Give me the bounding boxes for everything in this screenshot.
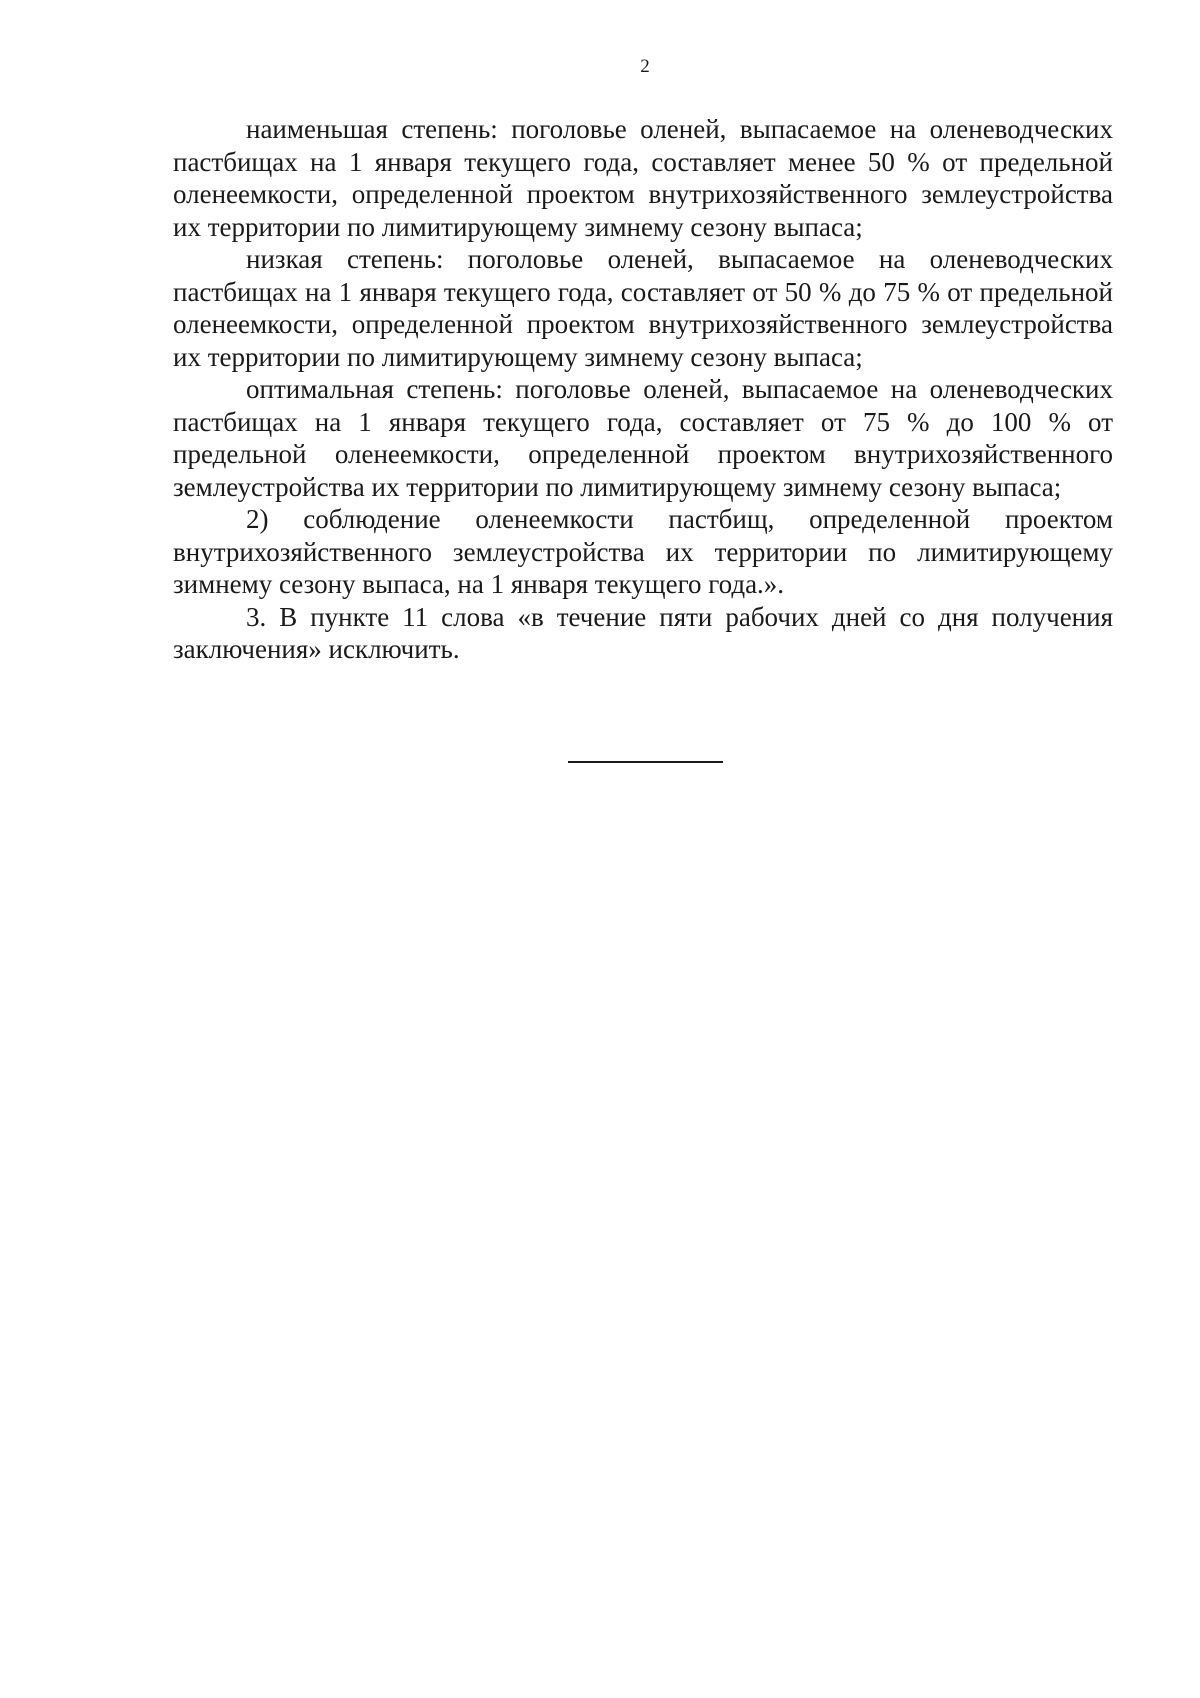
paragraph-item-2: 2) соблюдение оленеемкости пастбищ, определенной проектом внутрихозяйственного землеустройства их территории по лимитирующему зимнему сезону выпаса, на 1 января текущего года.».: [173, 504, 1113, 599]
page-number: 2: [640, 56, 650, 77]
paragraph-item-3: 3. В пункте 11 слова «в течение пяти рабочих дней со дня получения заключения» исключить.: [173, 601, 1113, 664]
paragraph-lowest-degree: наименьшая степень: поголовье оленей, выпасаемое на оленеводческих пастбищах на 1 января текущего года, составляет менее 50 % от предельной оленеемкости, определенной проектом внутрихозяйственного землеустройства их территории по лимитирующему зимнему сезону выпаса;: [173, 114, 1113, 242]
document-body: [173, 113, 1113, 666]
paragraph-low-degree: низкая степень: поголовье оленей, выпасаемое на оленеводческих пастбищах на 1 января текущего года, составляет от 50 % до 75 % от предельной оленеемкости, определенной проектом внутрихозяйственного землеустройства их территории по лимитирующему зимнему сезону выпаса;: [173, 244, 1113, 372]
end-of-text-rule: [568, 761, 723, 763]
paragraph-optimal-degree: оптимальная степень: поголовье оленей, выпасаемое на оленеводческих пастбищах на 1 января текущего года, составляет от 75 % до 100 % от предельной оленеемкости, определенной проектом внутрихозяйственного землеустройства их территории по лимитирующему зимнему сезону выпаса;: [173, 374, 1113, 502]
